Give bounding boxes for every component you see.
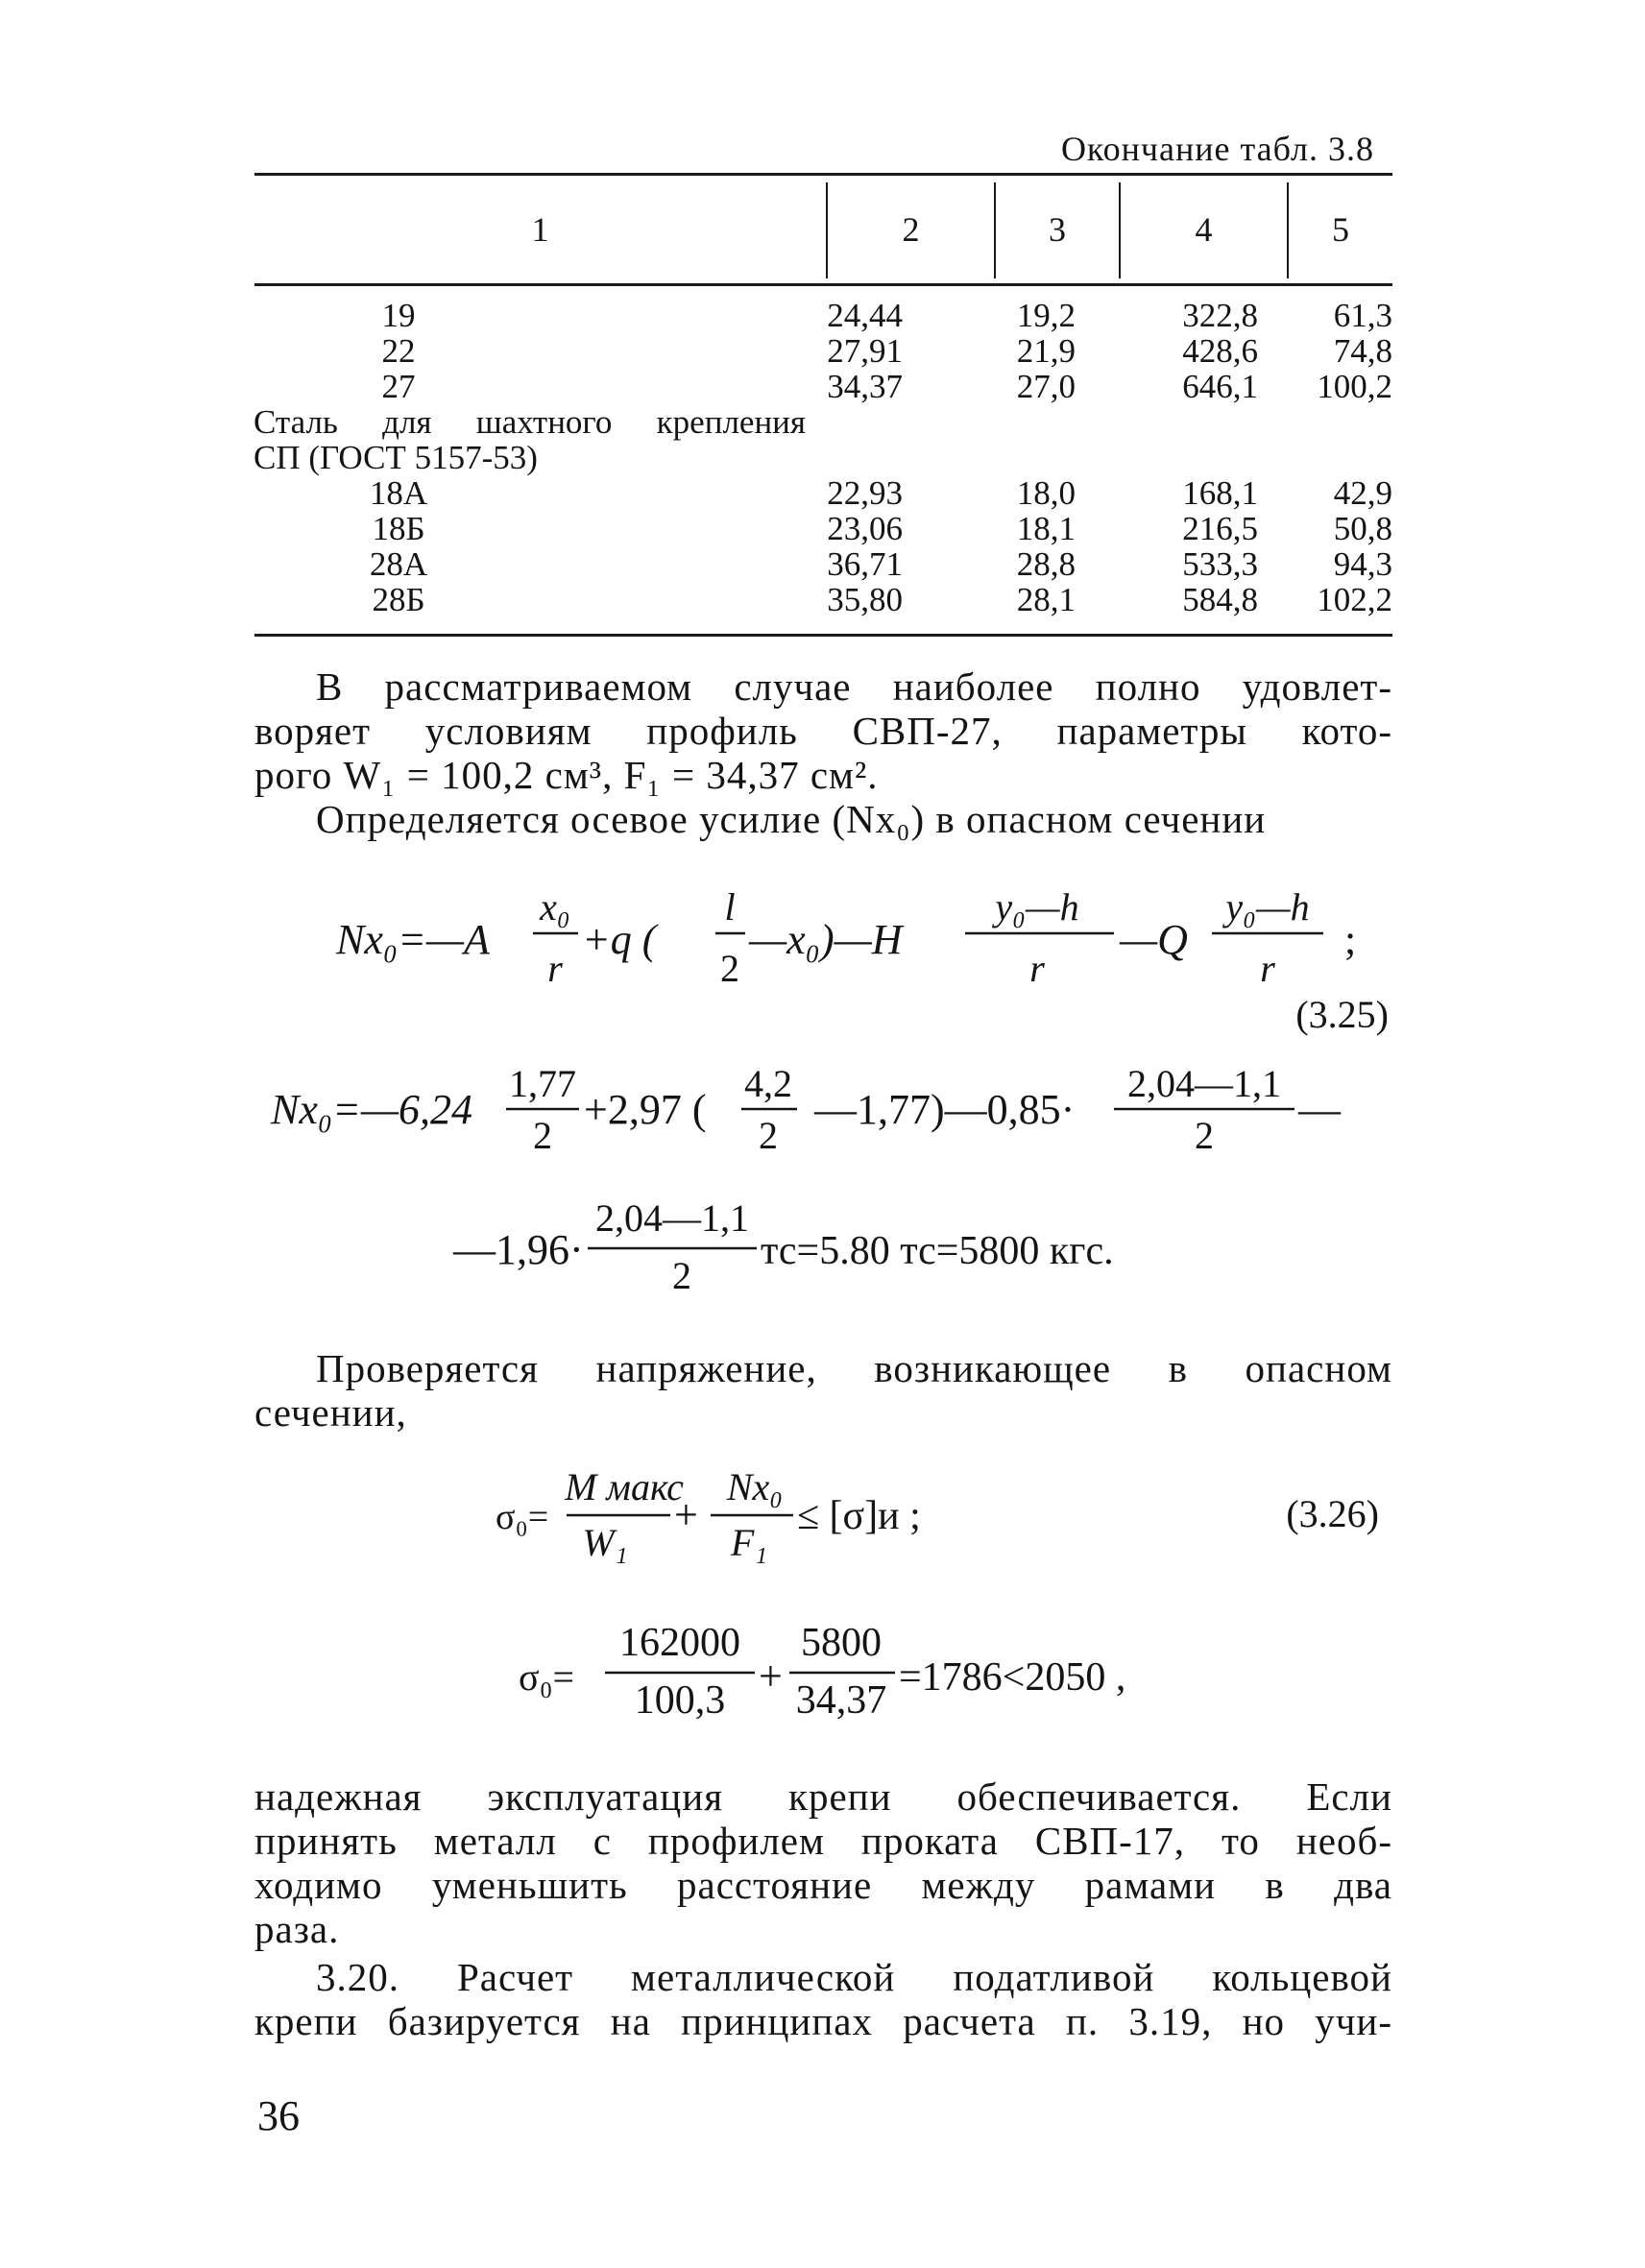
equation-number: (3.26) bbox=[1286, 1492, 1379, 1535]
text-line: рого W₁ = 100,2 см³, F₁ = 34,37 см². bbox=[254, 753, 879, 797]
fraction-denominator: 100,3 bbox=[634, 1678, 726, 1723]
formula-term: —x₀)—H bbox=[749, 916, 903, 963]
row-value-4: 646,1 bbox=[1182, 368, 1258, 405]
table-header-1: 1 bbox=[531, 210, 549, 249]
formula-lhs: Nx₀=—6,24 bbox=[271, 1086, 472, 1133]
row-value-3: 18,0 bbox=[1016, 474, 1076, 512]
fraction-denominator: F₁ bbox=[730, 1521, 768, 1564]
fraction-denominator: r bbox=[1260, 947, 1275, 990]
table-caption: Окончание табл. 3.8 bbox=[1060, 130, 1374, 168]
formula-term: +2,97 ( bbox=[584, 1086, 707, 1133]
row-value-4: 322,8 bbox=[1182, 297, 1258, 334]
row-value-5: 94,3 bbox=[1333, 545, 1392, 583]
formula-term: — bbox=[1298, 1086, 1341, 1133]
table-header-2: 2 bbox=[902, 210, 920, 249]
row-profile: 27 bbox=[381, 368, 416, 405]
row-value-4: 216,5 bbox=[1182, 510, 1258, 547]
formula-term: + bbox=[759, 1653, 783, 1700]
fraction-numerator: 162000 bbox=[619, 1621, 740, 1665]
text-line: принять металл с профилем проката СВП-17, то необ- bbox=[254, 1819, 1392, 1863]
fraction-denominator: 2 bbox=[759, 1114, 778, 1157]
equation-number: (3.25) bbox=[1295, 993, 1389, 1036]
text-line: 3.20. Расчет металлической податливой кольцевой bbox=[316, 1955, 1392, 1999]
formula-term: тс=5.80 тс=5800 кгс. bbox=[761, 1229, 1114, 1273]
row-value-5: 50,8 bbox=[1333, 510, 1392, 547]
text-line: Проверяется напряжение, возникающее в опасном bbox=[316, 1346, 1392, 1390]
row-value-3: 21,9 bbox=[1016, 332, 1076, 370]
formula-term: +q ( bbox=[582, 916, 657, 963]
formula-term: + bbox=[674, 1491, 698, 1538]
fraction-numerator: 1,77 bbox=[509, 1062, 576, 1105]
row-profile: 19 bbox=[381, 297, 416, 334]
row-profile: 28Б bbox=[372, 581, 425, 618]
text-line: сечении, bbox=[254, 1390, 407, 1435]
row-profile: 28А bbox=[369, 545, 428, 583]
formula-lhs: σ₀= bbox=[496, 1497, 549, 1537]
fraction-denominator: r bbox=[547, 947, 563, 990]
formula-term: =1786<2050 , bbox=[899, 1655, 1126, 1700]
row-value-5: 42,9 bbox=[1333, 474, 1392, 512]
row-value-4: 168,1 bbox=[1182, 474, 1258, 512]
formula-lhs: σ₀= bbox=[519, 1655, 575, 1699]
row-value-5: 74,8 bbox=[1333, 332, 1392, 370]
formula-term: —1,77)—0,85· bbox=[814, 1086, 1076, 1133]
fraction-numerator: 2,04—1,1 bbox=[1127, 1062, 1281, 1105]
row-value-2: 24,44 bbox=[827, 297, 903, 334]
row-value-2: 23,06 bbox=[827, 510, 903, 547]
row-value-3: 28,1 bbox=[1016, 581, 1076, 618]
table-header-4: 4 bbox=[1195, 210, 1213, 249]
fraction-numerator: Nx₀ bbox=[726, 1465, 784, 1508]
paragraph-conclusion bbox=[254, 1774, 1392, 1951]
formula-term: ; bbox=[1344, 916, 1357, 963]
text-line: Определяется осевое усилие (Nx₀) в опасном сечении bbox=[316, 797, 1267, 841]
text-line: раза. bbox=[254, 1907, 340, 1951]
formula-lhs: —1,96· bbox=[453, 1226, 584, 1273]
row-value-3: 18,1 bbox=[1016, 510, 1076, 547]
table-header-3: 3 bbox=[1049, 210, 1066, 249]
fraction-denominator: r bbox=[1029, 947, 1045, 990]
row-value-3: 19,2 bbox=[1016, 297, 1076, 334]
fraction-numerator: y₀—h bbox=[995, 885, 1079, 929]
fraction-denominator: 2 bbox=[533, 1114, 552, 1157]
fraction-denominator: 2 bbox=[1195, 1114, 1214, 1157]
text-line: воряет условиям профиль СВП-27, параметры кото- bbox=[254, 709, 1392, 753]
row-profile: 18А bbox=[369, 474, 428, 512]
fraction-numerator: l bbox=[724, 885, 736, 929]
fraction-numerator: 2,04—1,1 bbox=[595, 1196, 749, 1240]
row-profile: 22 bbox=[381, 332, 416, 370]
fraction-numerator: 4,2 bbox=[744, 1062, 792, 1105]
fraction-numerator: x₀ bbox=[540, 885, 570, 929]
paragraph-section-3-20 bbox=[254, 1955, 1392, 2043]
table-group-subheading: СП (ГОСТ 5157-53) bbox=[254, 439, 538, 476]
page-number: 36 bbox=[257, 2092, 300, 2139]
row-value-5: 100,2 bbox=[1317, 368, 1392, 405]
formula-term: ≤ [σ]и ; bbox=[797, 1494, 921, 1538]
text-line: крепи базируется на принципах расчета п. 3.19, но учи- bbox=[254, 1999, 1392, 2043]
fraction-numerator: M макс bbox=[565, 1465, 684, 1508]
formula-lhs: Nx₀=—A bbox=[336, 916, 490, 963]
fraction-numerator: 5800 bbox=[801, 1621, 882, 1665]
row-value-2: 22,93 bbox=[827, 474, 903, 512]
fraction-numerator: y₀—h bbox=[1225, 885, 1310, 929]
fraction-denominator: W₁ bbox=[582, 1521, 628, 1564]
row-value-5: 102,2 bbox=[1317, 581, 1392, 618]
table-header-5: 5 bbox=[1332, 210, 1349, 249]
fraction-denominator: 2 bbox=[672, 1254, 691, 1297]
row-value-3: 27,0 bbox=[1016, 368, 1076, 405]
row-value-5: 61,3 bbox=[1333, 297, 1392, 334]
fraction-denominator: 2 bbox=[720, 947, 739, 990]
text-line: ходимо уменьшить расстояние между рамами в два bbox=[254, 1863, 1392, 1907]
row-value-2: 27,91 bbox=[827, 332, 903, 370]
row-value-3: 28,8 bbox=[1016, 545, 1076, 583]
formula-term: —Q bbox=[1120, 916, 1188, 963]
row-value-2: 34,37 bbox=[827, 368, 903, 405]
fraction-denominator: 34,37 bbox=[795, 1678, 887, 1723]
row-value-4: 533,3 bbox=[1182, 545, 1258, 583]
row-value-4: 584,8 bbox=[1182, 581, 1258, 618]
text-line: надежная эксплуатация крепи обеспечивается. Если bbox=[254, 1774, 1392, 1819]
row-profile: 18Б bbox=[372, 510, 425, 547]
row-value-2: 36,71 bbox=[827, 545, 903, 583]
row-value-2: 35,80 bbox=[827, 581, 903, 618]
table-group-heading: Сталь для шахтного крепления bbox=[254, 403, 806, 441]
row-value-4: 428,6 bbox=[1182, 332, 1258, 370]
paragraph-stress-check bbox=[254, 1346, 1392, 1435]
text-line: В рассматриваемом случае наиболее полно удовлет- bbox=[316, 664, 1392, 709]
